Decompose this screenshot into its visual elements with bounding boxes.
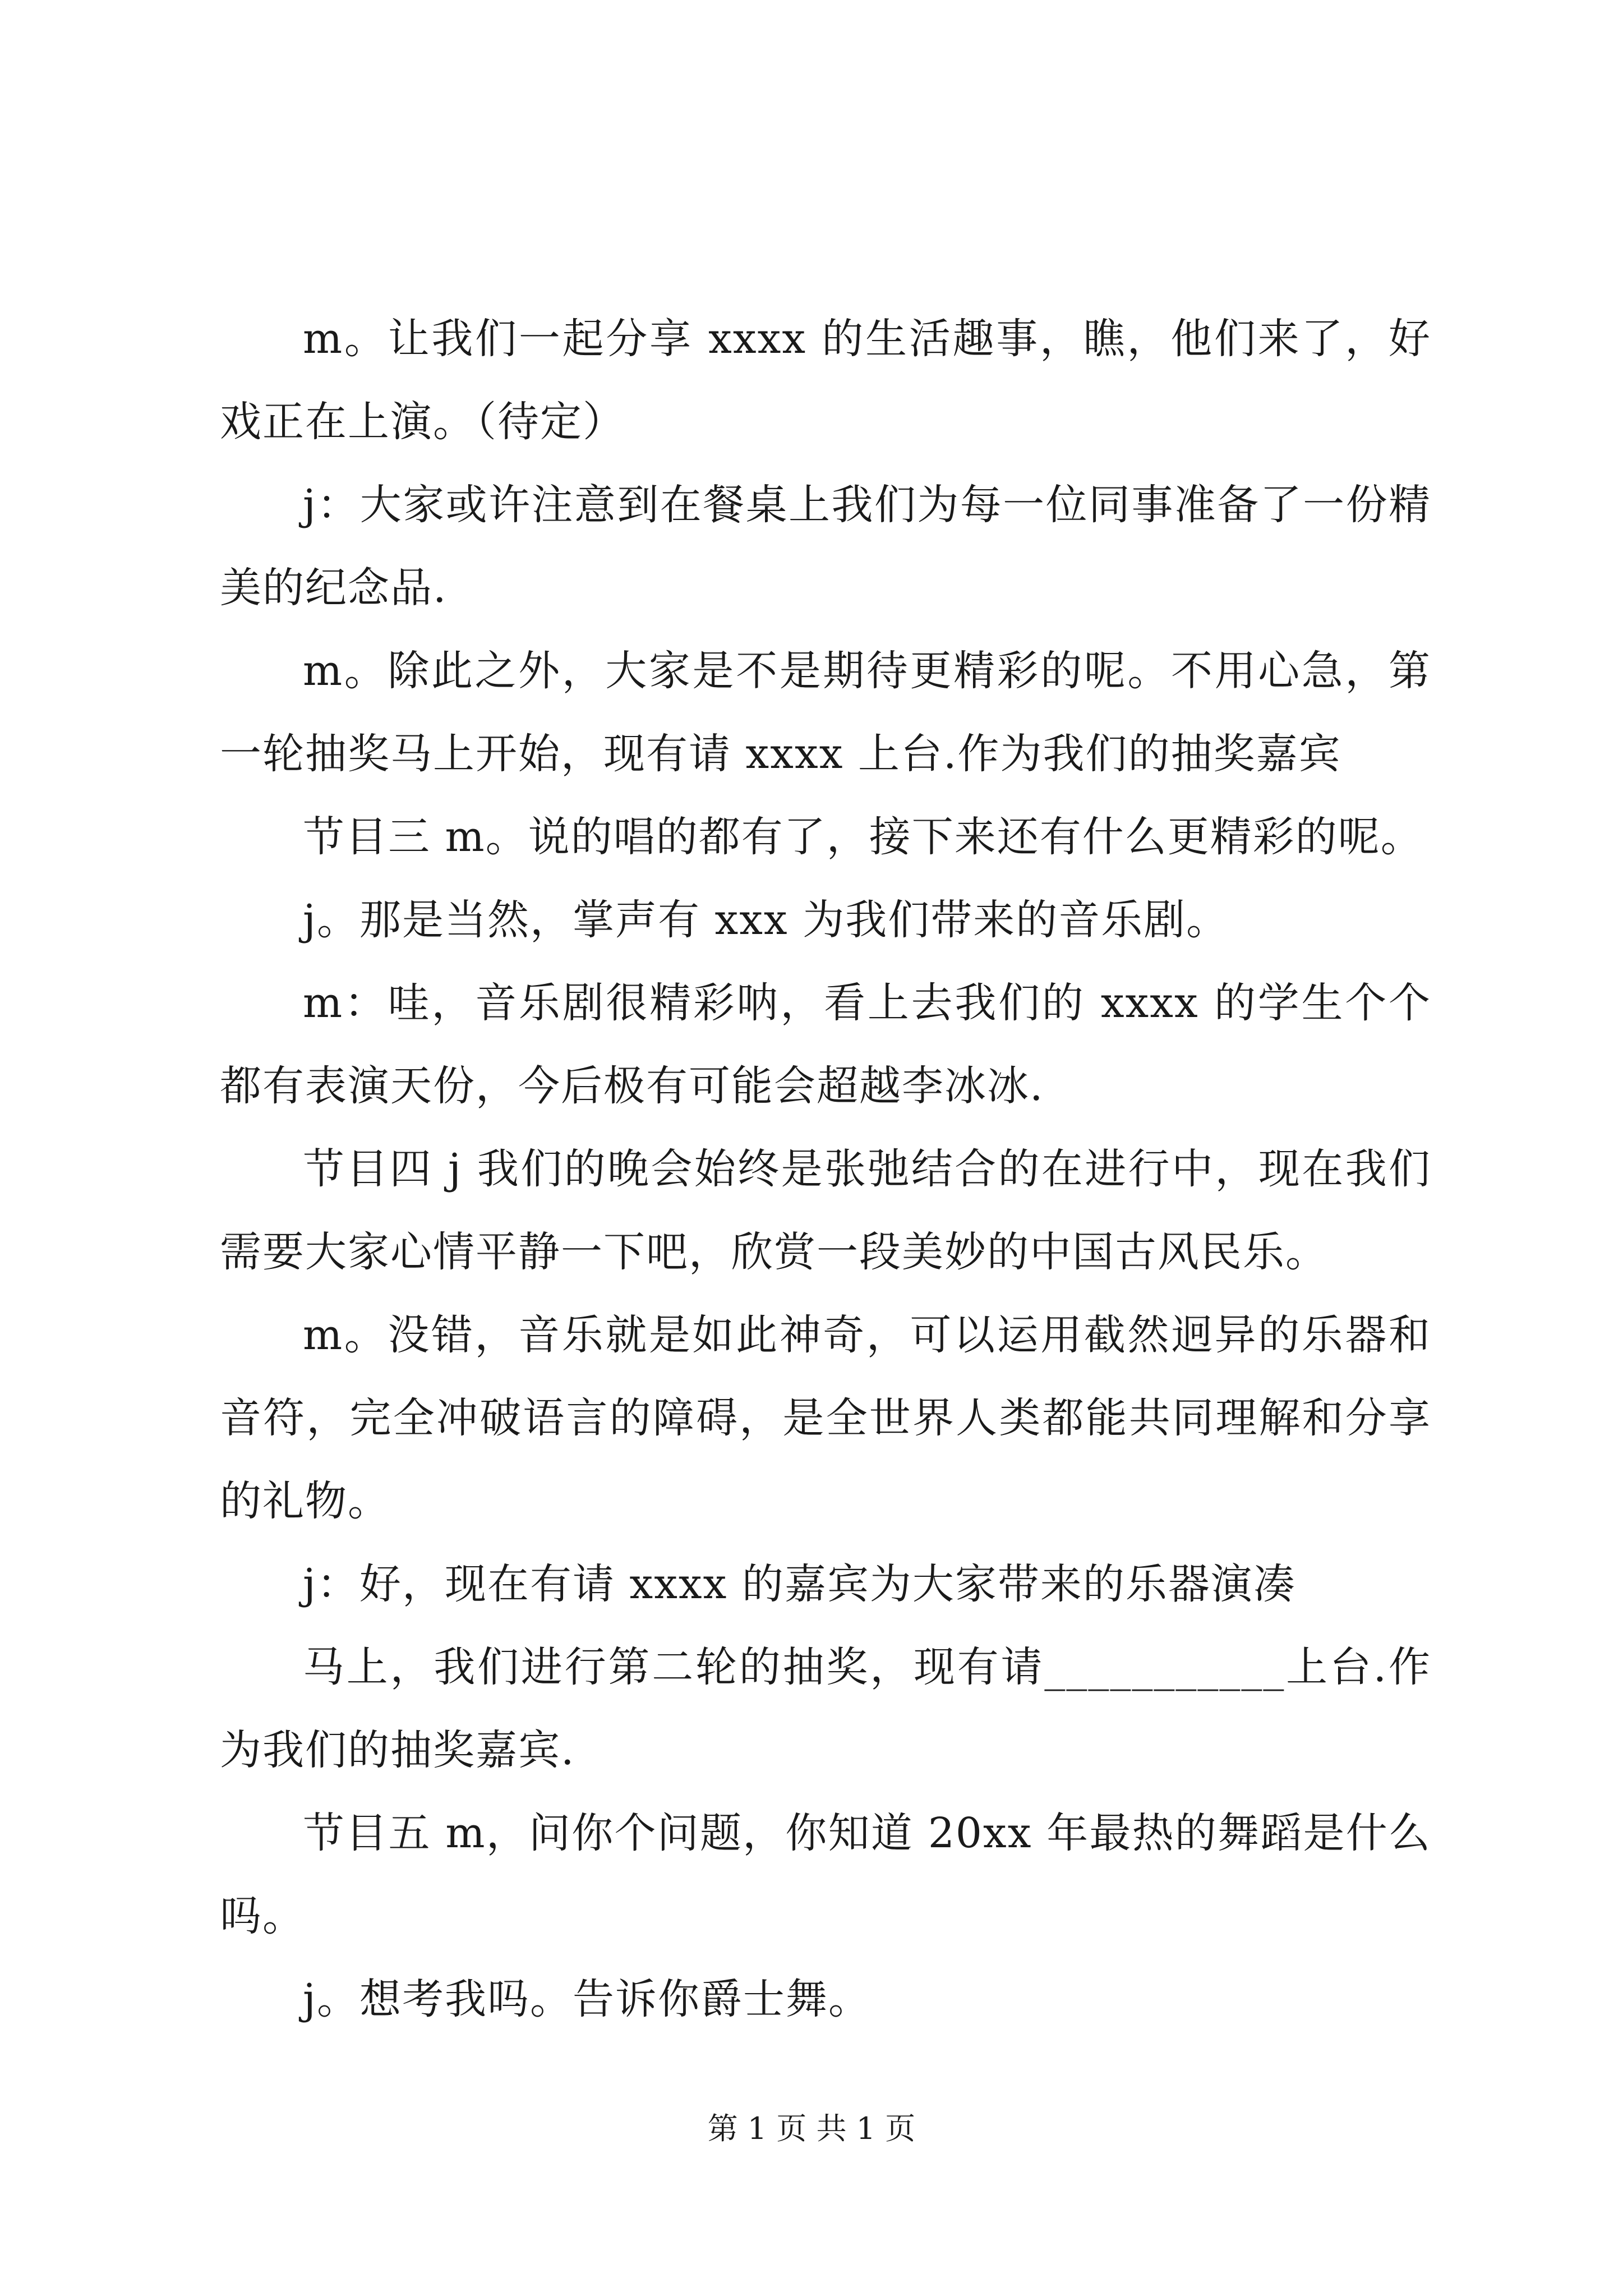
paragraph: m。除此之外，大家是不是期待更精彩的呢。不用心急，第一轮抽奖马上开始，现有请 xxxx 上台.作为我们的抽奖嘉宾	[220, 647, 1431, 778]
paragraph: m。让我们一起分享 xxxx 的生活趣事，瞧，他们来了，好戏正在上演。（待定）	[220, 315, 1431, 446]
paragraph: j。那是当然，掌声有 xxx 为我们带来的音乐剧。	[303, 896, 1229, 944]
page-footer: 第 1 页 共 1 页	[707, 2111, 916, 2146]
paragraph: j：好，现在有请 xxxx 的嘉宾为大家带来的乐器演凑	[303, 1560, 1296, 1608]
paragraph: 节目四 j 我们的晚会始终是张弛结合的在进行中，现在我们需要大家心情平静一下吧，欣赏一段美妙的中国古风民乐。	[220, 1145, 1431, 1276]
paragraph: m。没错，音乐就是如此神奇，可以运用截然迥异的乐器和音符，完全冲破语言的障碍，是全世界人类都能共同理解和分享的礼物。	[220, 1311, 1431, 1525]
paragraph: m：哇，音乐剧很精彩呐，看上去我们的 xxxx 的学生个个都有表演天份，今后极有可能会超越李冰冰.	[220, 979, 1431, 1110]
document-body	[220, 297, 1431, 2041]
paragraph: 节目五 m，问你个问题，你知道 20xx 年最热的舞蹈是什么吗。	[220, 1809, 1431, 1940]
paragraph: 节目三 m。说的唱的都有了，接下来还有什么更精彩的呢。	[303, 813, 1423, 861]
paragraph: j。想考我吗。告诉你爵士舞。	[303, 1975, 871, 2023]
paragraph: 马上，我们进行第二轮的抽奖，现有请___________上台.作为我们的抽奖嘉宾.	[220, 1643, 1431, 1774]
paragraph: j：大家或许注意到在餐桌上我们为每一位同事准备了一份精美的纪念品.	[220, 481, 1431, 612]
